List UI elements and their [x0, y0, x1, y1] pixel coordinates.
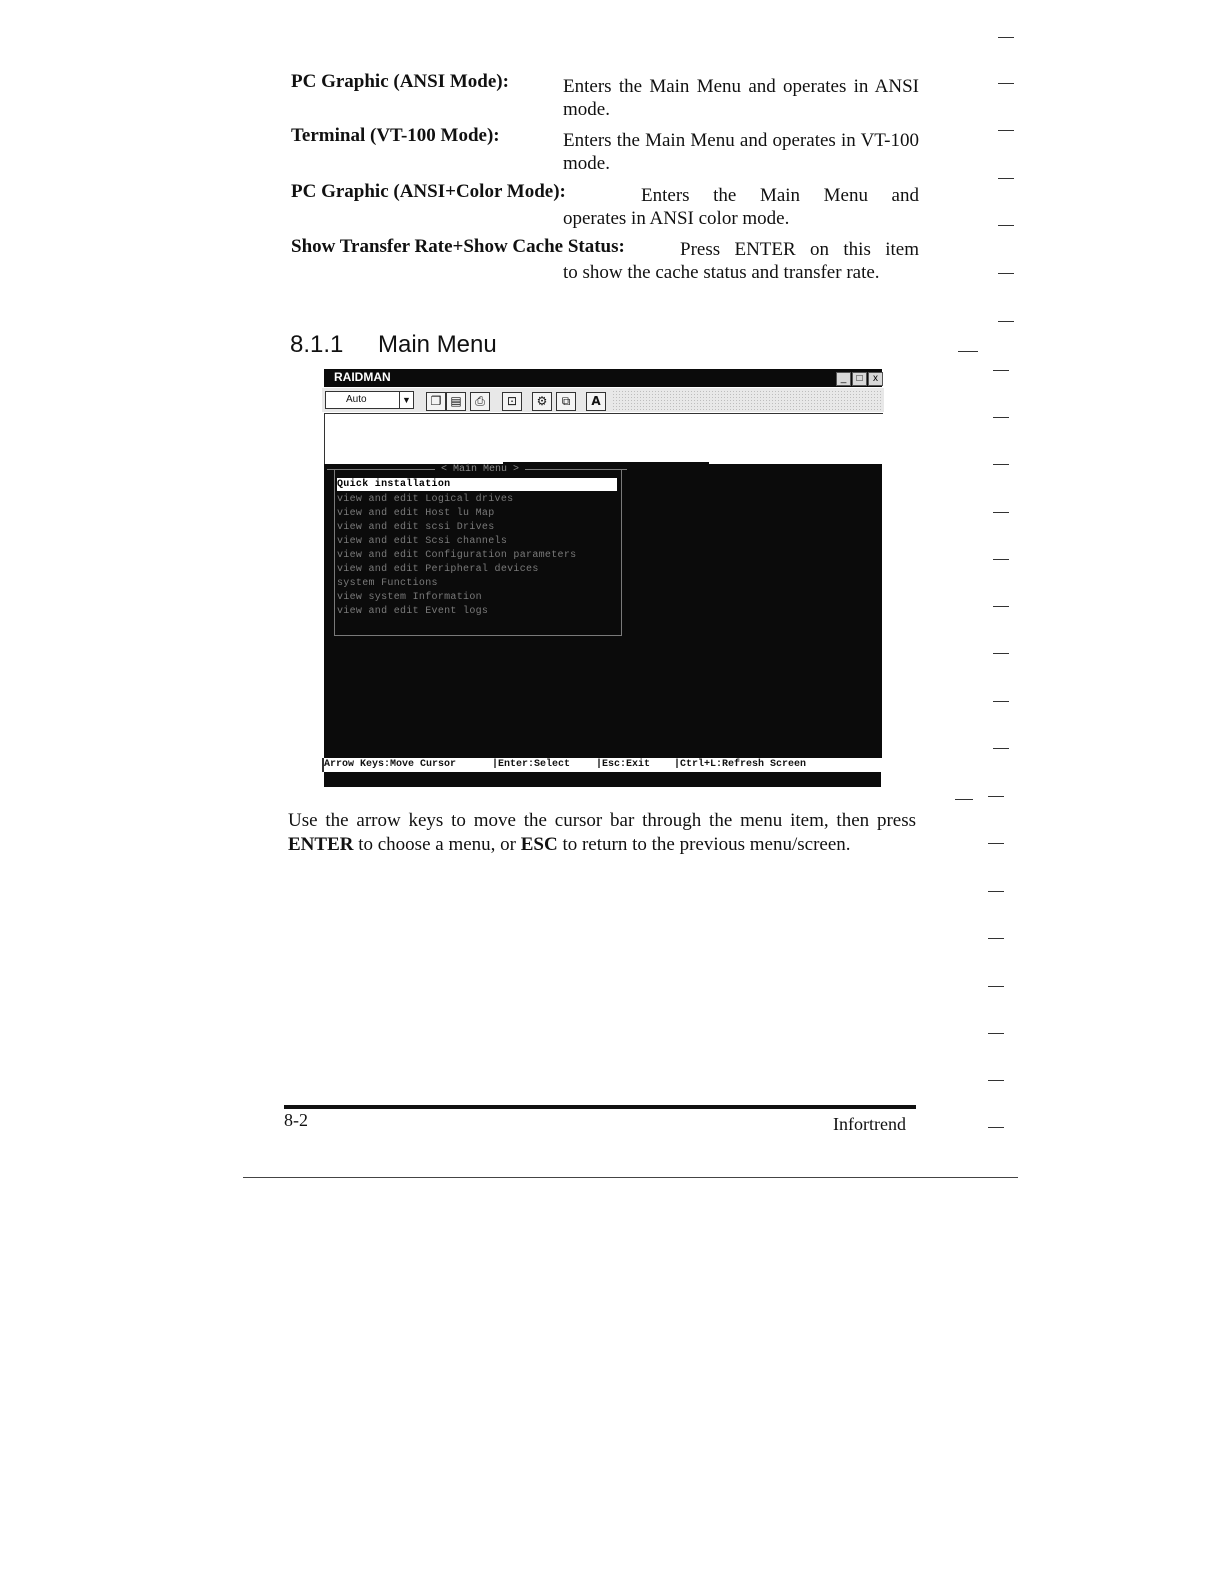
menu-item-configuration[interactable]: view and edit Configuration parameters	[337, 550, 577, 561]
terminal-screen	[324, 464, 882, 758]
margin-mark	[988, 1080, 1004, 1081]
menu-item-scsi-drives[interactable]: view and edit scsi Drives	[337, 522, 495, 533]
section-title: Main Menu	[378, 331, 497, 358]
toolbar-background	[612, 390, 882, 410]
margin-mark	[988, 796, 1004, 797]
margin-mark	[998, 273, 1014, 274]
margin-mark	[958, 351, 978, 352]
menu-item-logical-drives[interactable]: view and edit Logical drives	[337, 494, 514, 505]
terminal-mode-select[interactable]	[325, 391, 414, 409]
desc-ansi-color-first: Enters the Main Menu and	[641, 185, 919, 206]
margin-mark	[993, 512, 1009, 513]
margin-mark	[993, 748, 1009, 749]
page-number: 8-2	[284, 1110, 308, 1130]
menu-item-host-lun-map[interactable]: view and edit Host lu Map	[337, 508, 495, 519]
chevron-down-icon[interactable]: ▼	[399, 392, 413, 408]
section-number: 8.1.1	[290, 331, 344, 358]
window-icon[interactable]: ⧉	[556, 392, 576, 411]
minimize-button[interactable]: _	[836, 372, 851, 386]
desc-vt100-mode: Enters the Main Menu and operates in VT-100 mode.	[563, 130, 919, 174]
margin-mark	[998, 225, 1014, 226]
menu-item-event-logs[interactable]: view and edit Event logs	[337, 606, 489, 617]
status-area	[324, 413, 883, 465]
section-heading	[290, 331, 497, 359]
terminal-mode-value: Auto	[346, 394, 367, 405]
menu-title: < Main Menu >	[435, 464, 525, 475]
term-ansi-mode: PC Graphic (ANSI Mode):	[291, 71, 509, 92]
margin-mark	[988, 1127, 1004, 1128]
margin-mark	[993, 417, 1009, 418]
term-vt100-mode: Terminal (VT-100 Mode):	[291, 125, 500, 146]
margin-mark	[998, 178, 1014, 179]
zoom-icon[interactable]: ⊡	[502, 392, 522, 411]
menu-item-system-functions[interactable]: system Functions	[337, 578, 438, 589]
paste-icon[interactable]: ▤	[446, 392, 466, 411]
main-menu	[334, 464, 622, 636]
desc-transfer-rate: to show the cache status and transfer rate.	[563, 262, 880, 283]
para-part-1: Use the arrow keys to move the cursor bar through the menu item, then press	[288, 810, 916, 831]
settings-icon[interactable]: ⚙	[532, 392, 552, 411]
para-enter-key: ENTER	[288, 834, 354, 855]
window-titlebar	[324, 369, 882, 387]
para-esc-key: ESC	[520, 834, 558, 855]
copy-icon[interactable]: ❐	[426, 392, 446, 411]
help-enter: |Enter:Select	[492, 759, 571, 770]
margin-mark	[988, 891, 1004, 892]
para-part-3: to return to the previous menu/screen.	[557, 834, 851, 855]
page-edge-rule	[243, 1177, 1018, 1178]
margin-mark	[993, 653, 1009, 654]
footer-rule	[284, 1105, 916, 1109]
menu-item-scsi-channels[interactable]: view and edit Scsi channels	[337, 536, 508, 547]
margin-mark	[998, 130, 1014, 131]
margin-mark	[998, 321, 1014, 322]
raidman-window	[322, 369, 882, 788]
print-icon[interactable]: ⎙	[470, 392, 490, 411]
desc-ansi-mode: Enters the Main Menu and operates in ANSI mode.	[563, 76, 919, 120]
window-title: RAIDMAN	[334, 370, 391, 384]
footer-brand: Infortrend	[833, 1114, 906, 1134]
margin-mark	[993, 464, 1009, 465]
help-esc: |Esc:Exit	[596, 759, 651, 770]
instruction-paragraph	[288, 809, 916, 857]
margin-mark	[993, 606, 1009, 607]
margin-mark	[988, 843, 1004, 844]
help-refresh: |Ctrl+L:Refresh Screen	[674, 759, 807, 770]
margin-mark	[988, 938, 1004, 939]
margin-mark	[988, 1033, 1004, 1034]
desc-ansi-color-mode: operates in ANSI color mode.	[563, 208, 790, 229]
window-bottom-bar	[324, 772, 881, 787]
margin-mark	[993, 701, 1009, 702]
margin-mark	[998, 37, 1014, 38]
para-part-2: to choose a menu, or	[353, 834, 521, 855]
close-button[interactable]: x	[868, 372, 883, 386]
menu-item-system-information[interactable]: view system Information	[337, 592, 482, 603]
menu-item-peripheral-devices[interactable]: view and edit Peripheral devices	[337, 564, 539, 575]
key-help-bar	[322, 758, 886, 772]
toolbar	[322, 388, 884, 412]
margin-mark	[993, 370, 1009, 371]
term-ansi-color-mode: PC Graphic (ANSI+Color Mode):	[291, 181, 566, 202]
margin-mark	[993, 559, 1009, 560]
menu-item-quick-installation[interactable]: Quick installation	[337, 478, 617, 491]
maximize-button[interactable]: □	[852, 372, 867, 386]
help-arrow-keys: Arrow Keys:Move Cursor	[324, 759, 457, 770]
desc-transfer-first: Press ENTER on this item	[680, 239, 919, 260]
term-transfer-rate: Show Transfer Rate+Show Cache Status:	[291, 236, 625, 257]
font-icon[interactable]: A	[586, 392, 606, 411]
margin-mark	[955, 799, 973, 800]
margin-mark	[998, 83, 1014, 84]
margin-mark	[988, 986, 1004, 987]
